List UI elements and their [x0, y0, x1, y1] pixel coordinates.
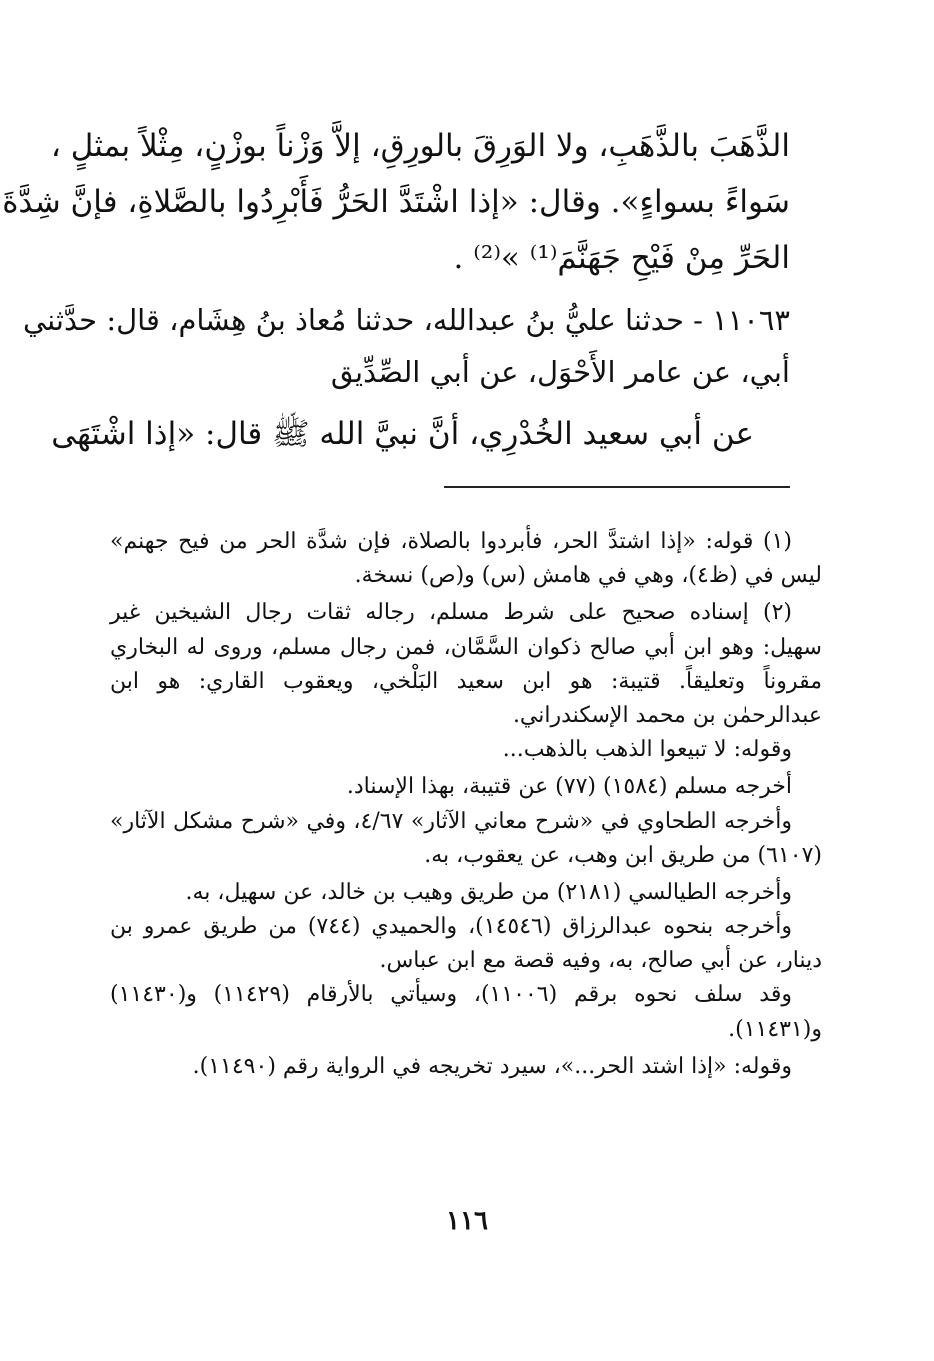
- footnote-line: وأخرجه الطيالسي (٢١٨١) من طريق وهيب بن خالد، عن سهيل، به.: [185, 879, 792, 905]
- footnote-line: عبدالرحمٰن بن محمد الإسكندراني.: [512, 702, 822, 728]
- footnote-line: أخرجه مسلم (١٥٨٤) (٧٧) عن قتيبة، بهذا الإسناد.: [346, 774, 792, 800]
- footnote-line: ليس في (ظ٤)، وهي في هامش (س) و(ص) نسخة.: [354, 563, 822, 589]
- footnote-line: مقروناً وتعليقاً. قتيبة: هو ابن سعيد البَلْخي، ويعقوب القاري: هو ابن: [110, 668, 822, 694]
- footnote-line: وقوله: «إذا اشتد الحر...»، سيرد تخريجه في الرواية رقم (١١٤٩٠).: [192, 1053, 792, 1079]
- footnote-line: سهيل: وهو ابن أبي صالح ذكوان السَّمَّان، فمن رجال مسلم، وروى له البخاري: [110, 634, 822, 660]
- main-text: [2, 118, 790, 462]
- footnote-line: دينار، عن أبي صالح، به، وفيه قصة مع ابن عباس.: [379, 948, 822, 974]
- hadith-matn-line: عن أبي سعيد الخُدْرِي، أنَّ نبيَّ الله ﷺ قال: «إذا اشْتَهَى: [51, 416, 754, 452]
- hadith-isnad-line: أبي، عن عامر الأَحْوَل، عن أبي الصِّدِّيق: [330, 355, 790, 389]
- footnote-line: (٦١٠٧) من طريق ابن وهب، عن يعقوب، به.: [424, 842, 822, 868]
- footnote-separator: [444, 486, 790, 488]
- footnote-line: وقوله: لا تبيعوا الذهب بالذهب...: [502, 737, 792, 763]
- page-number: ١١٦: [446, 1206, 488, 1236]
- main-text-line: الحَرِّ مِنْ فَيْحِ جَهَنَّمَ⁽¹⁾ »⁽²⁾ .: [453, 240, 790, 276]
- footnote-line: (٢) إسناده صحيح على شرط مسلم، رجاله ثقات رجال الشيخين غير: [110, 600, 792, 626]
- footnotes: [110, 525, 822, 1084]
- footnote-line: وأخرجه الطحاوي في «شرح معاني الآثار» ٤/٦٧، وفي «شرح مشكل الآثار»: [110, 808, 792, 834]
- footnote-line: وقد سلف نحوه برقم (١١٠٠٦)، وسيأتي بالأرقام (١١٤٢٩) و(١١٤٣٠): [110, 982, 792, 1008]
- main-text-line: الذَّهَبَ بالذَّهَبِ، ولا الوَرِقَ بالورِقِ، إلاَّ وَزْناً بوزْنٍ، مِثْلاً بمثلٍ ،: [50, 128, 790, 164]
- footnote-line: و(١١٤٣١).: [728, 1016, 822, 1042]
- footnote-line: وأخرجه بنحوه عبدالرزاق (١٤٥٤٦)، والحميدي (٧٤٤) من طريق عمرو بن: [110, 914, 793, 940]
- main-text-line: سَواءً بسواءٍ». وقال: «إذا اشْتَدَّ الحَرُّ فَأَبْرِدُوا بالصَّلاةِ، فإنَّ شِدَّةَ: [2, 184, 790, 220]
- hadith-isnad-line: ١١٠٦٣ - حدثنا عليُّ بنُ عبدالله، حدثنا مُعاذ بنُ هِشَام، قال: حدَّثني: [22, 303, 790, 337]
- footnote-line: (١) قوله: «إذا اشتدَّ الحر، فأبردوا بالصلاة، فإن شدَّة الحر من فيح جهنم»: [110, 529, 792, 554]
